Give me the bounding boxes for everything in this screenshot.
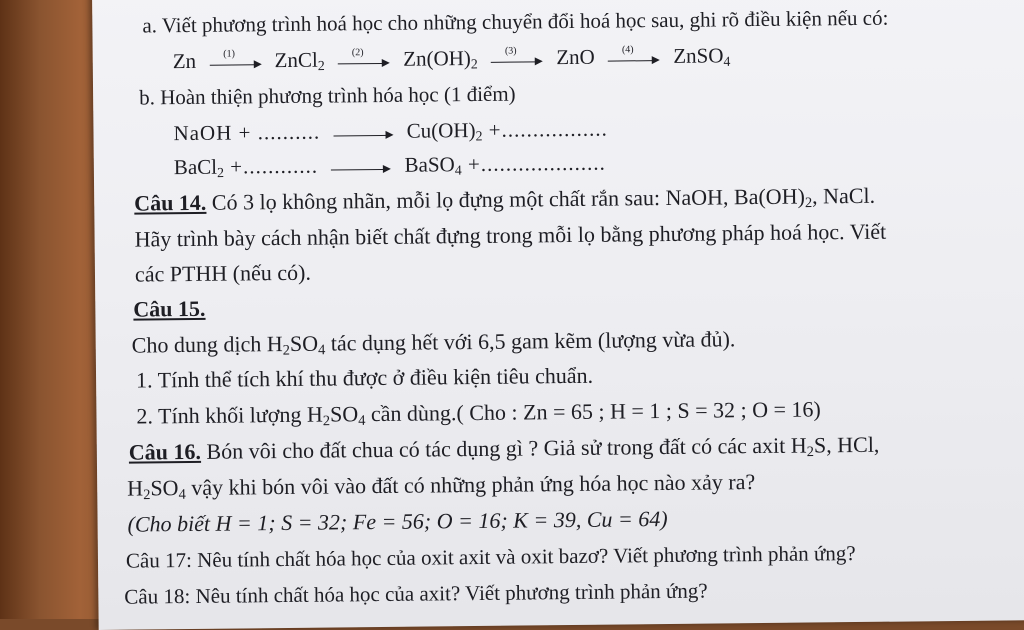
question-14-line-1: Câu 14. Có 3 lọ không nhãn, mỗi lọ đựng một chất rắn sau: NaOH, $Ba(OH)_2$, NaCl. — [134, 182, 876, 216]
question-16-label: Câu 16. — [128, 438, 202, 465]
question-15-line-1: Cho dung dịch $H_2SO_4$ tác dụng hết với 6,5 gam kẽm (lượng vừa đủ). — [131, 326, 736, 359]
eq1-right: $Cu(OH)_2$ — [406, 117, 483, 144]
question-15-label: Câu 15. — [133, 295, 206, 322]
question-18: Câu 18: Nêu tính chất hóa học của axit? Viết phương trình phản ứng? — [124, 578, 708, 609]
part-a-heading: a. Viết phương trình hoá học cho những chuyển đổi hoá học sau, ghi rõ điều kiện nếu có: — [142, 5, 889, 38]
chain-zn: Zn — [172, 48, 197, 74]
question-16-line-1: Câu 16. Bón vôi cho đất chua có tác dụng gì ? Giả sử trong đất có các axit $H_2S$, HCl, — [128, 431, 880, 465]
chain-znso4: ZnSO$_4$ — [673, 43, 731, 69]
question-14-line-2: Hãy trình bày cách nhận biết chất đựng trong mỗi lọ bằng phương pháp hoá học. Viết — [134, 218, 887, 252]
question-15-line-3: 2. Tính khối lượng $H_2SO_4$ cần dùng.( Cho : Zn = 65 ; H = 1 ; S = 32 ; O = 16) — [136, 396, 821, 430]
arrow-2-label: (2) — [351, 47, 364, 59]
equation-1 — [173, 116, 608, 146]
arrow-4 — [608, 44, 660, 66]
arrow-3 — [491, 45, 543, 67]
equation-2 — [173, 150, 606, 181]
eq2-arrow — [331, 160, 391, 175]
reaction-chain — [173, 45, 731, 72]
question-15-line-2: 1. Tính thể tích khí thu được ở điều kiện tiêu chuẩn. — [135, 362, 594, 393]
chain-zncl2: ZnCl$_2$ — [274, 47, 325, 74]
eq2-left: BaCl$_2$ +............ — [173, 153, 319, 181]
arrow-4-label: (4) — [621, 44, 634, 56]
question-16-line-2: $H_2SO_4$ vậy khi bón vôi vào đất có những phản ứng hóa học nào xảy ra? — [127, 469, 756, 504]
chain-znoh2: $Zn(OH)_2$ — [403, 46, 478, 72]
eq1-arrow — [333, 126, 393, 141]
question-14-label: Câu 14. — [134, 189, 207, 216]
eq2-right: BaSO$_4$ — [404, 152, 462, 178]
arrow-1 — [209, 48, 261, 70]
eq1-tail: +................. — [482, 116, 608, 142]
question-17: Câu 17: Nêu tính chất hóa học của oxit axit và oxit bazơ? Viết phương trình phản ứng? — [125, 541, 856, 573]
part-b-heading: b. Hoàn thiện phương trình hóa học (1 điểm) — [139, 81, 516, 110]
arrow-2 — [338, 47, 390, 69]
eq1-left: NaOH + .......... — [173, 119, 321, 146]
arrow-1-label: (1) — [223, 48, 235, 60]
chain-zno: ZnO — [556, 44, 595, 70]
worksheet-page — [92, 0, 1024, 630]
arrow-3-label: (3) — [504, 45, 517, 57]
question-14-line-3: các PTHH (nếu có). — [134, 259, 312, 287]
eq2-tail: +.................... — [461, 150, 606, 177]
question-16-line-3: (Cho biết H = 1; S = 32; Fe = 56; O = 16; K = 39, Cu = 64) — [127, 506, 668, 537]
